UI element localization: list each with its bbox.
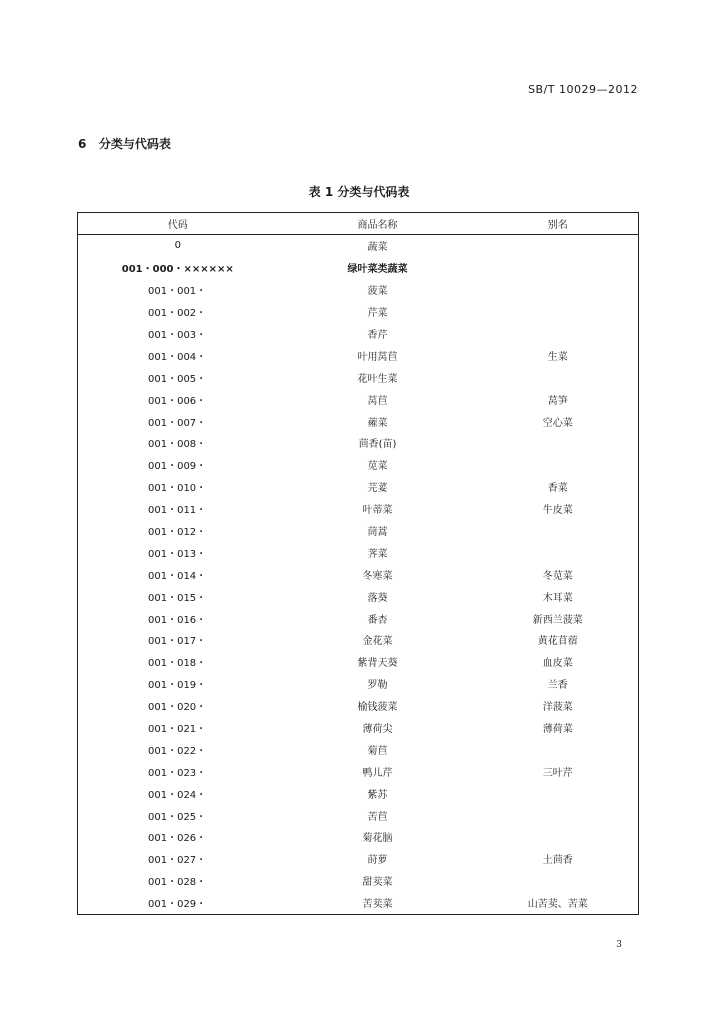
table-row	[78, 651, 639, 673]
table-row	[78, 782, 639, 804]
table-row	[78, 607, 639, 629]
cell-alias: 冬苋菜	[542, 570, 573, 582]
cell-alias: 血皮菜	[542, 658, 573, 670]
cell-alias: 新西兰菠菜	[532, 614, 583, 626]
column-header-name: 商品名称	[278, 213, 478, 235]
section-number: 6	[78, 137, 87, 151]
table-row	[78, 892, 639, 914]
page-number: 3	[616, 940, 622, 950]
cell-alias: 三叶芹	[542, 767, 573, 779]
document-code: SB/T 10029—2012	[528, 83, 638, 96]
cell-alias	[478, 541, 639, 563]
table-row	[78, 410, 639, 432]
table-row	[78, 804, 639, 826]
cell-name: 菊花脑	[362, 833, 393, 845]
table-row	[78, 432, 639, 454]
cell-alias	[478, 432, 639, 454]
table-row	[78, 760, 639, 782]
cell-code: 001・003・	[148, 330, 207, 341]
cell-code: 001・008・	[148, 439, 207, 451]
table-row	[78, 279, 639, 301]
table-row	[78, 673, 639, 695]
table-row	[78, 826, 639, 848]
table-row	[78, 695, 639, 717]
table-row	[78, 738, 639, 760]
cell-code: 001・022・	[148, 745, 207, 757]
cell-name: 甜荬菜	[362, 877, 393, 889]
cell-code: 001・018・	[148, 658, 207, 670]
cell-alias: 薄荷菜	[542, 724, 573, 736]
cell-name: 花叶生菜	[357, 373, 398, 385]
cell-name: 鸭儿芹	[362, 767, 393, 779]
cell-code: 001・001・	[148, 286, 207, 298]
cell-code: 001・002・	[148, 308, 207, 320]
cell-code: 001・004・	[148, 351, 207, 363]
cell-name: 金花菜	[362, 636, 393, 648]
table-row	[78, 366, 639, 388]
table-row	[78, 541, 639, 563]
cell-name: 芹菜	[367, 308, 388, 320]
classification-code-table	[77, 212, 639, 915]
cell-alias	[478, 235, 639, 257]
cell-code: 001・028・	[148, 877, 207, 889]
cell-name: 茼蒿	[367, 527, 388, 539]
table-row	[78, 520, 639, 542]
cell-alias	[478, 520, 639, 542]
cell-code: 001・019・	[148, 680, 207, 692]
table-row	[78, 870, 639, 892]
cell-name: 苦苣	[367, 811, 388, 823]
table-row	[78, 454, 639, 476]
cell-code: 001・029・	[148, 899, 207, 911]
cell-code: 001・023・	[148, 767, 207, 779]
cell-name: 荠菜	[367, 548, 388, 560]
cell-alias: 土茴香	[542, 855, 573, 867]
cell-code: 001・017・	[148, 636, 207, 648]
cell-code: 001・005・	[148, 373, 207, 385]
table-row	[78, 344, 639, 366]
table-row	[78, 235, 639, 257]
cell-name: 罗勒	[367, 680, 388, 692]
cell-alias: 山苦荬、苦菜	[527, 899, 588, 911]
table-body	[78, 235, 639, 915]
cell-code: 001・015・	[148, 592, 207, 604]
table-title: 表 1 分类与代码表	[308, 185, 410, 199]
cell-alias	[478, 323, 639, 345]
cell-name: 莳萝	[367, 855, 388, 867]
table-row	[78, 563, 639, 585]
cell-code: 001・025・	[148, 811, 207, 823]
cell-name: 苦荬菜	[362, 899, 393, 911]
cell-code: 001・027・	[148, 855, 207, 867]
cell-code: 001・000・××××××	[121, 264, 234, 276]
cell-alias: 黄花苜蓿	[537, 636, 578, 648]
cell-alias: 空心菜	[542, 417, 573, 429]
cell-name: 莴苣	[367, 395, 388, 407]
cell-name: 冬寒菜	[362, 570, 393, 582]
cell-alias	[478, 804, 639, 826]
cell-alias	[478, 301, 639, 323]
cell-alias	[478, 257, 639, 279]
column-header-alias: 别名	[478, 213, 639, 235]
cell-alias: 洋菠菜	[542, 702, 573, 714]
table-row	[78, 301, 639, 323]
cell-name: 香芹	[367, 330, 388, 341]
cell-alias	[478, 366, 639, 388]
table-row	[78, 629, 639, 651]
cell-alias	[478, 454, 639, 476]
cell-name: 蔬菜	[367, 242, 388, 254]
cell-alias: 木耳菜	[542, 592, 573, 604]
table-header-row	[78, 213, 639, 235]
cell-name: 叶蒂菜	[362, 505, 393, 517]
cell-code: 001・024・	[148, 789, 207, 801]
cell-alias: 莴笋	[547, 395, 568, 407]
table-row	[78, 498, 639, 520]
cell-alias	[478, 782, 639, 804]
cell-name: 番杏	[367, 614, 388, 626]
table-row	[78, 848, 639, 870]
cell-name: 菠菜	[367, 286, 388, 298]
table-row	[78, 257, 639, 279]
cell-code: 001・013・	[148, 548, 207, 560]
table-row	[78, 717, 639, 739]
table-row	[78, 585, 639, 607]
cell-alias: 香菜	[547, 483, 568, 495]
cell-name: 茴香(苗)	[358, 439, 397, 451]
section-heading	[78, 135, 171, 152]
cell-code: 001・006・	[148, 395, 207, 407]
cell-name: 苋菜	[367, 461, 388, 473]
cell-code: 0	[174, 240, 181, 252]
table-row	[78, 323, 639, 345]
cell-code: 001・012・	[148, 527, 207, 539]
table-row	[78, 388, 639, 410]
section-title: 分类与代码表	[98, 137, 171, 151]
cell-name: 紫苏	[367, 789, 388, 801]
cell-name: 芫荽	[367, 483, 388, 495]
cell-code: 001・014・	[148, 570, 207, 582]
column-header-code: 代码	[78, 213, 278, 235]
cell-code: 001・010・	[148, 483, 207, 495]
cell-alias	[478, 826, 639, 848]
cell-name: 薄荷尖	[362, 724, 393, 736]
cell-code: 001・020・	[148, 702, 207, 714]
cell-alias: 牛皮菜	[542, 505, 573, 517]
cell-name: 绿叶菜类蔬菜	[347, 264, 408, 276]
cell-name: 落葵	[367, 592, 388, 604]
cell-alias	[478, 738, 639, 760]
cell-alias: 兰香	[547, 680, 568, 692]
cell-alias: 生菜	[547, 351, 568, 363]
cell-code: 001・009・	[148, 461, 207, 473]
cell-code: 001・007・	[148, 417, 207, 429]
table-row	[78, 476, 639, 498]
cell-code: 001・016・	[148, 614, 207, 626]
cell-code: 001・026・	[148, 833, 207, 845]
cell-name: 蕹菜	[367, 417, 388, 429]
cell-alias	[478, 870, 639, 892]
cell-name: 菊苣	[367, 745, 388, 757]
cell-code: 001・021・	[148, 724, 207, 736]
cell-alias	[478, 279, 639, 301]
cell-name: 紫背天葵	[357, 658, 398, 670]
cell-name: 榆钱菠菜	[357, 702, 398, 714]
cell-name: 叶用莴苣	[357, 351, 398, 363]
cell-code: 001・011・	[148, 505, 207, 517]
